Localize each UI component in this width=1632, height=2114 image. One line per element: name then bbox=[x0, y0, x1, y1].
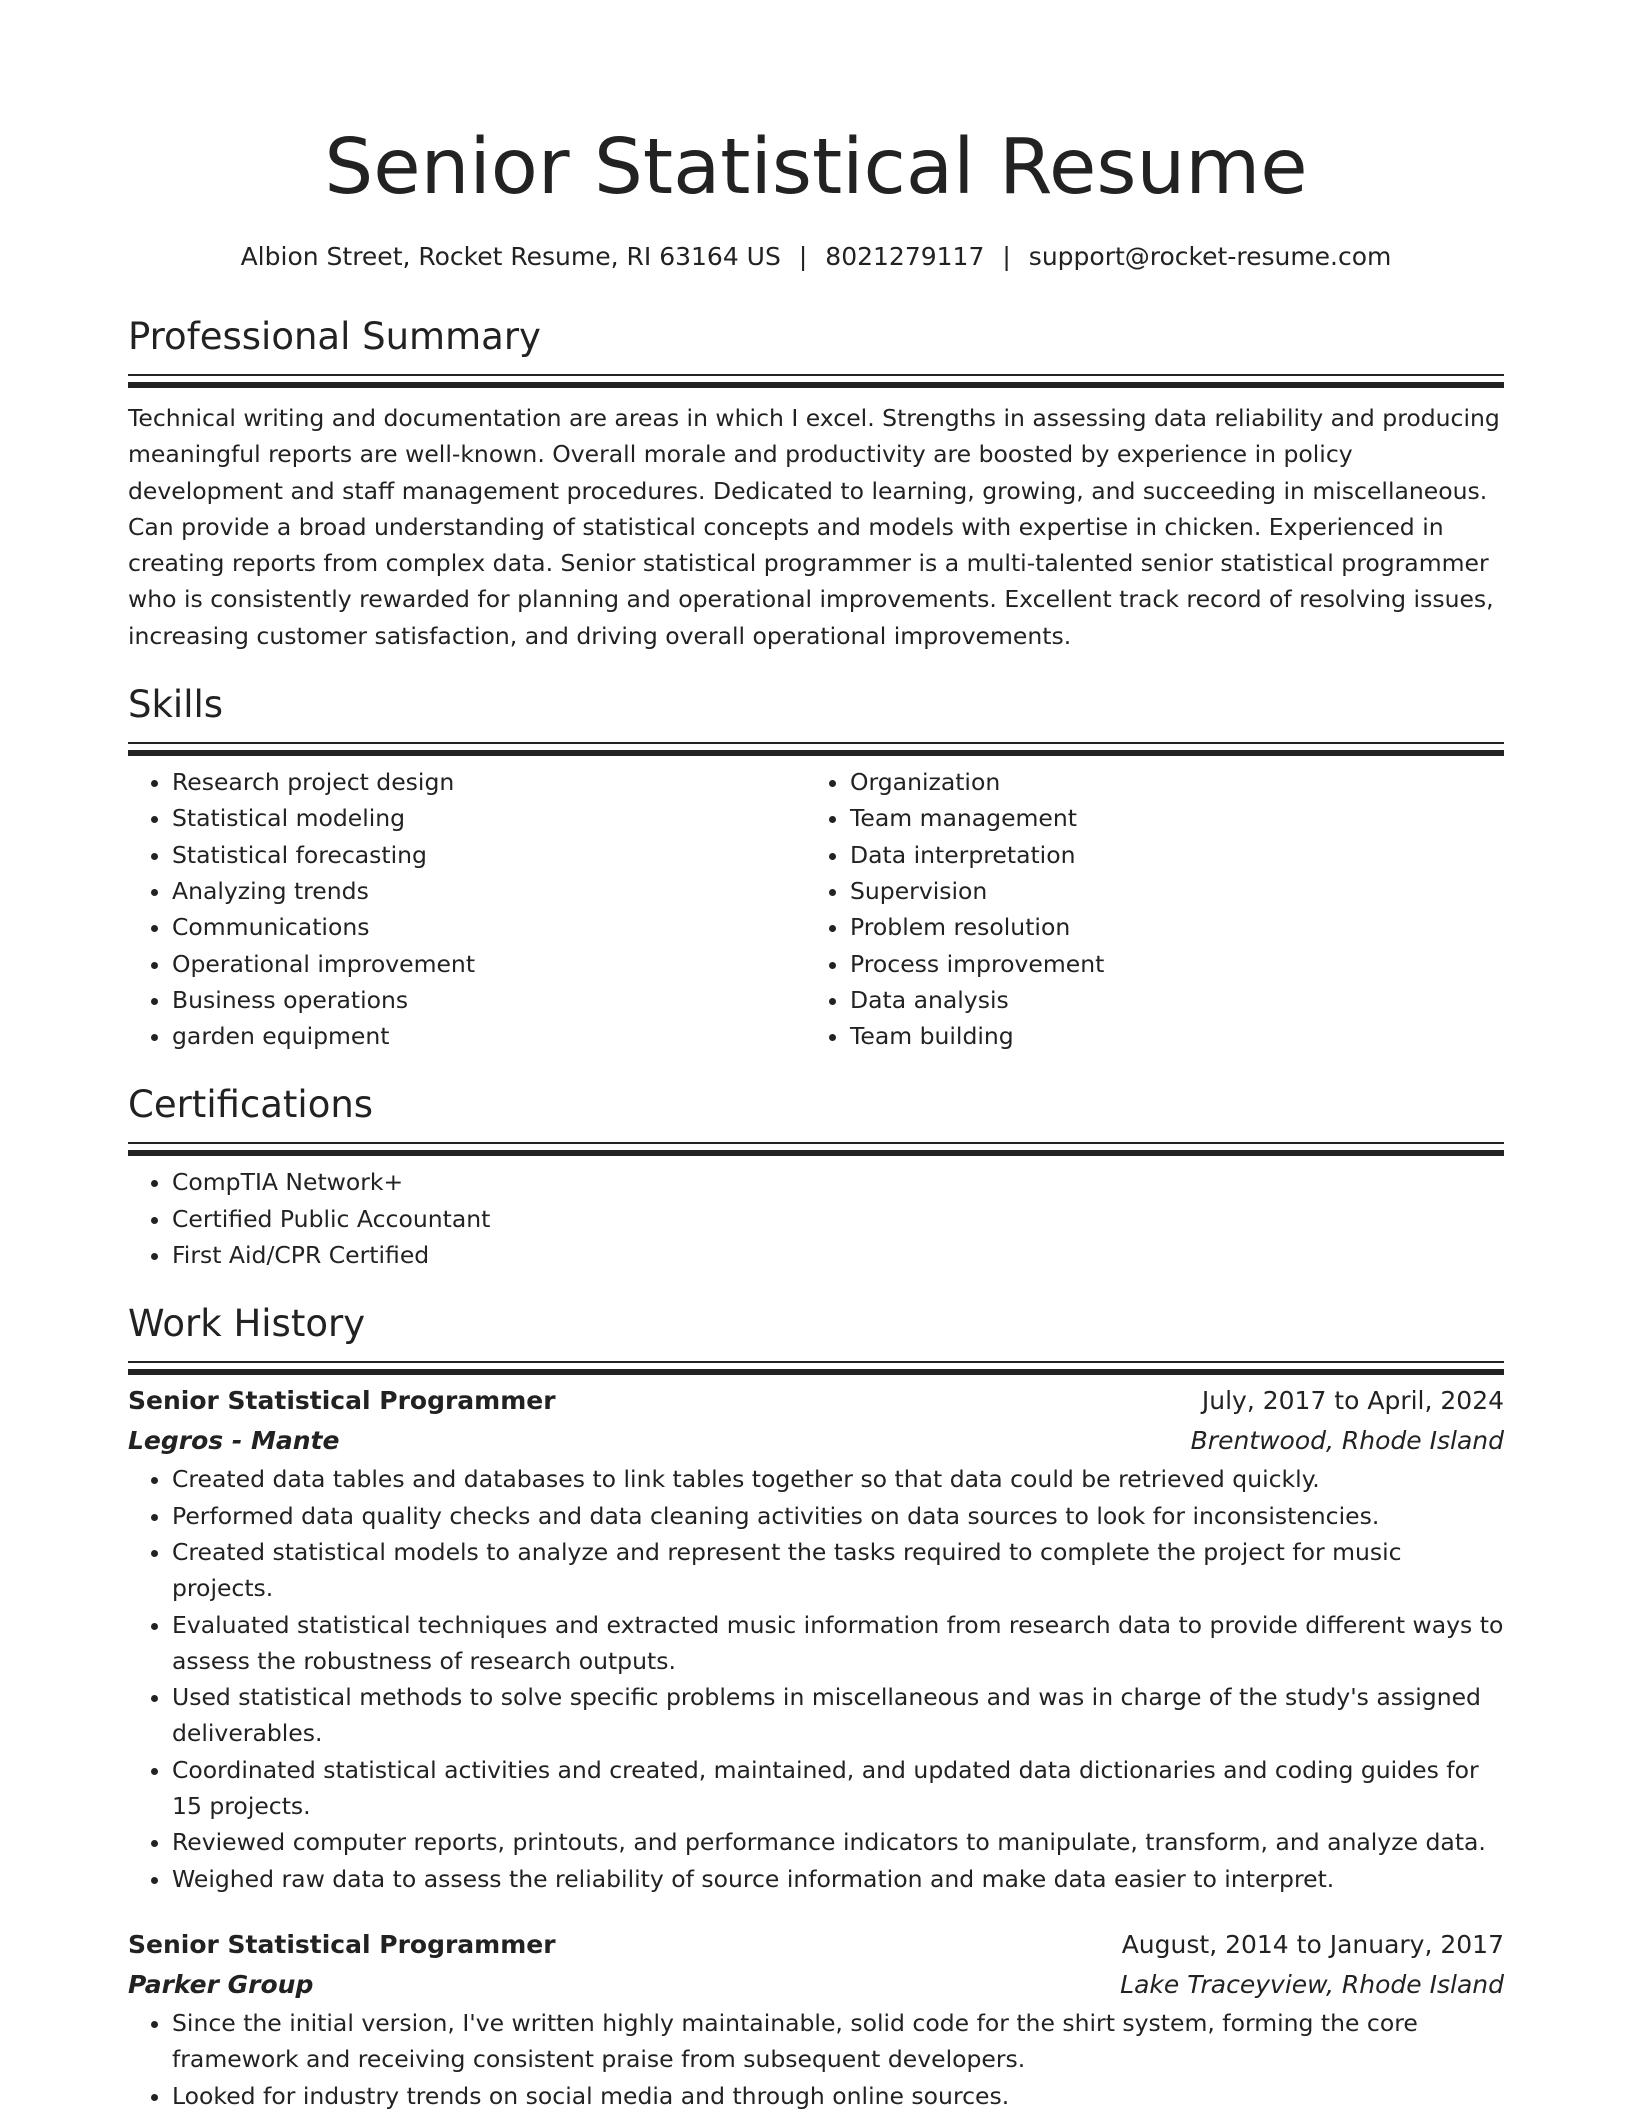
job-duties bbox=[128, 2005, 1504, 2114]
contact-separator: | bbox=[1002, 242, 1011, 271]
work-history-heading: Work History bbox=[128, 1302, 366, 1346]
contact-separator: | bbox=[798, 242, 808, 271]
work-history-section bbox=[128, 1301, 1504, 2113]
certifications-list bbox=[128, 1164, 1504, 1273]
skill-item: • Data interpretation bbox=[850, 837, 1484, 873]
resume-page bbox=[128, 0, 1504, 2114]
job-header bbox=[128, 1381, 1504, 1421]
summary-heading: Professional Summary bbox=[128, 315, 541, 358]
skill-item: • garden equipment bbox=[172, 1018, 806, 1054]
certification-item: • CompTIA Network+ bbox=[172, 1164, 1504, 1200]
certification-item: • Certified Public Accountant bbox=[172, 1201, 1504, 1237]
resume-title: Senior Statistical Resume bbox=[324, 123, 1308, 212]
skill-item: • Operational improvement bbox=[172, 946, 806, 982]
skills-column-right bbox=[806, 764, 1484, 1054]
job-entry bbox=[128, 1381, 1504, 1897]
job-company: Legros - Mante bbox=[128, 1426, 340, 1456]
job-duty: • Since the initial version, I've written highly maintainable, solid code for the shirt system, forming the core framework and receiving consistent praise from subsequent developers. bbox=[172, 2005, 1504, 2078]
skills-heading: Skills bbox=[128, 683, 224, 727]
skill-item: • Statistical modeling bbox=[172, 800, 806, 836]
skill-item: • Business operations bbox=[172, 982, 806, 1018]
summary-section bbox=[128, 314, 1504, 654]
job-duty: • Looked for industry trends on social media and through online sources. bbox=[172, 2078, 1504, 2114]
skill-item: • Communications bbox=[172, 909, 806, 945]
job-company: Parker Group bbox=[128, 1969, 314, 1999]
skill-item: • Team management bbox=[850, 800, 1484, 836]
contact-line bbox=[128, 242, 1504, 272]
contact-email: support@rocket-resume.com bbox=[1028, 242, 1392, 271]
skill-item: • Process improvement bbox=[850, 946, 1484, 982]
skill-item: • Statistical forecasting bbox=[172, 837, 806, 873]
job-duties bbox=[128, 1461, 1504, 1897]
skills-grid bbox=[128, 764, 1504, 1054]
job-entry bbox=[128, 1925, 1504, 2114]
job-duty: • Evaluated statistical techniques and extracted music information from research data to provide different ways to assess the robustness of research outputs. bbox=[172, 1607, 1504, 1680]
skill-item: • Problem resolution bbox=[850, 909, 1484, 945]
section-divider bbox=[128, 1361, 1504, 1363]
skill-item: • Team building bbox=[850, 1018, 1484, 1054]
job-location: Brentwood, Rhode Island bbox=[1190, 1426, 1504, 1456]
job-duty: • Created data tables and databases to link tables together so that data could be retrieved quickly. bbox=[172, 1461, 1504, 1497]
job-subheader bbox=[128, 1965, 1504, 2005]
skill-item: • Research project design bbox=[172, 764, 806, 800]
contact-address: Albion Street, Rocket Resume, RI 63164 US bbox=[240, 242, 781, 271]
skill-item: • Data analysis bbox=[850, 982, 1484, 1018]
skill-item: • Organization bbox=[850, 764, 1484, 800]
certification-item: • First Aid/CPR Certified bbox=[172, 1237, 1504, 1273]
job-duty: • Weighed raw data to assess the reliability of source information and make data easier to interpret. bbox=[172, 1861, 1504, 1897]
job-dates: July, 2017 to April, 2024 bbox=[1201, 1386, 1504, 1416]
job-duty: • Used statistical methods to solve specific problems in miscellaneous and was in charge of the study's assigned deliverables. bbox=[172, 1679, 1504, 1752]
section-divider bbox=[128, 742, 1504, 744]
certifications-heading: Certifications bbox=[128, 1083, 374, 1127]
job-location: Lake Traceyview, Rhode Island bbox=[1120, 1969, 1504, 1999]
job-title: Senior Statistical Programmer bbox=[128, 1386, 556, 1416]
skill-item: • Analyzing trends bbox=[172, 873, 806, 909]
job-duty: • Created statistical models to analyze and represent the tasks required to complete the project for music projects. bbox=[172, 1534, 1504, 1607]
job-dates: August, 2014 to January, 2017 bbox=[1121, 1929, 1504, 1959]
section-divider bbox=[128, 1142, 1504, 1144]
job-header bbox=[128, 1925, 1504, 1965]
job-duty: • Reviewed computer reports, printouts, and performance indicators to manipulate, transform, and analyze data. bbox=[172, 1824, 1504, 1860]
job-subheader bbox=[128, 1421, 1504, 1461]
contact-phone: 8021279117 bbox=[825, 242, 985, 271]
section-divider bbox=[128, 374, 1504, 376]
skills-section bbox=[128, 682, 1504, 1054]
skill-item: • Supervision bbox=[850, 873, 1484, 909]
certifications-section bbox=[128, 1082, 1504, 1273]
job-duty: • Coordinated statistical activities and created, maintained, and updated data dictionaries and coding guides for 15 projects. bbox=[172, 1752, 1504, 1825]
job-title: Senior Statistical Programmer bbox=[128, 1929, 556, 1959]
skills-column-left bbox=[128, 764, 806, 1054]
job-duty: • Performed data quality checks and data cleaning activities on data sources to look for inconsistencies. bbox=[172, 1498, 1504, 1534]
summary-text: Technical writing and documentation are areas in which I excel. Strengths in assessing data reliability and producing meaningful reports are well-known. Overall morale and productivity are boosted by experience in policy development and staff management procedures. Dedicated to learning, growing, and succeeding in miscellaneous. Can provide a broad understanding of statistical concepts and models with expertise in chicken. Experienced in creating reports from complex data. Senior statistical programmer is a multi-talented senior statistical programmer who is consistently rewarded for planning and operational improvements. Excellent track record of resolving issues, increasing customer satisfaction, and driving overall operational improvements. bbox=[128, 404, 1500, 650]
